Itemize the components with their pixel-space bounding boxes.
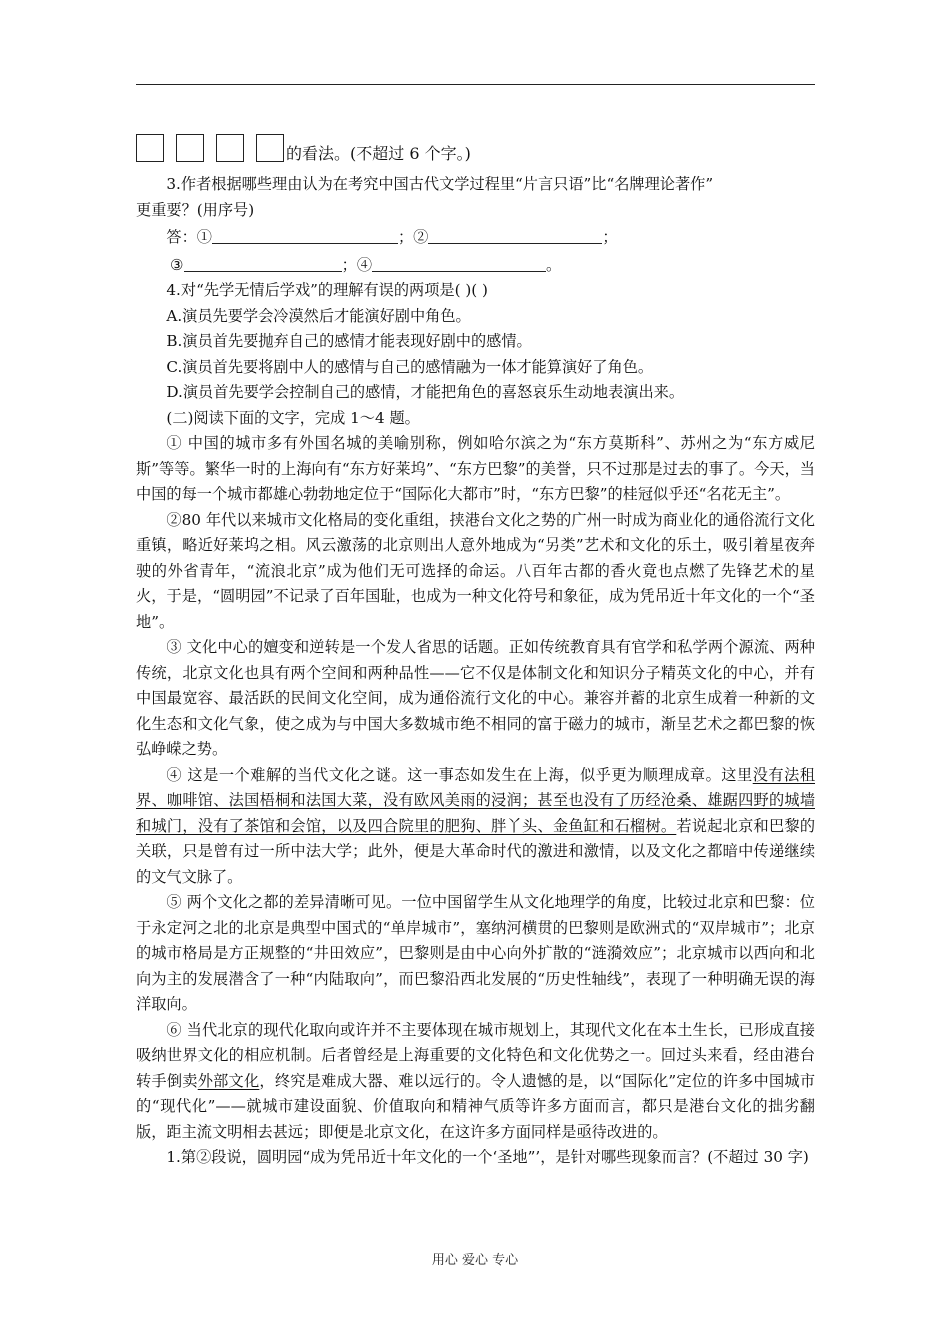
answer-boxes [136,128,471,162]
p4-underlined: 没有法租界、咖啡馆、法国梧桐和法国大菜，没有欧风美雨的浸润；甚至也没有了历经沧桑、雄踞四野的城墙和城门，没有了茶馆和会馆，以及四合院里的肥狗、胖丫头、金鱼缸和石榴树。 [136,765,816,835]
passage-paragraph-1: ① 中国的城市多有外国名城的美喻别称，例如哈尔滨之为“东方莫斯科”、苏州之为“东方威尼斯”等等。繁华一时的上海向有“东方好莱坞”、“东方巴黎”的美誉，只不过那是过去的事了。今天，当中国的每一个城市都雄心勃勃地定位于“国际化大都市”时，“东方巴黎”的桂冠似乎还“名花无主”。 [136,434,815,503]
answer-box-3[interactable] [216,134,244,162]
answer-box-1[interactable] [136,134,164,162]
q4-stem: 4.对“先学无情后学戏”的理解有误的两项是( )( ) [166,281,488,299]
passage-paragraph-4 [136,763,815,891]
passage-paragraph-2: ②80 年代以来城市文化格局的变化重组，挟港台文化之势的广州一时成为商业化的通俗流行文化重镇，略近好莱坞之相。风云激荡的北京则出人意外地成为“另类”艺术和文化的乐土，吸引着星夜奔驶的外省青年，“流浪北京”成为他们无可选择的命运。八百年古都的香火竟也点燃了先锋艺术的星火，于是，“圆明园”不记录了百年国耻，也成为一种文化符号和象征，成为凭吊近十年文化的一个“圣地”。 [136,510,815,631]
q3-blank-1[interactable] [212,225,398,244]
page-footer: 用心 爱心 专心 [431,1253,519,1268]
q3-answer-row2 [136,251,815,279]
passage-paragraph-6 [136,1018,815,1146]
q4-option-b: B.演员首先要抛弃自己的感情才能表现好剧中的感情。 [166,332,532,350]
document-body [136,172,815,1171]
q3-stem-line2: 更重要？(用序号) [136,200,255,219]
p6-text-a: ⑥ 当代北京的现代化取向或许并不主要体现在城市规划上，其现代文化在本土生长，已形成直接吸纳世界文化的相应机制。后者曾经是上海重要的文化特色和文化优势之一。回过头来看，经由港台转手倒卖 [136,1020,815,1090]
q3-sep-end: ； [602,228,618,246]
p6-underlined: 外部文化 [197,1071,260,1090]
q3-blank-2[interactable] [428,225,602,244]
q3-blank-3[interactable] [184,253,342,272]
question-1: 1.第②段说，圆明园“成为凭吊近十年文化的一个‘圣地”’，是针对哪些现象而言？(不超过 30 字) [166,1148,809,1166]
q3-blank-4[interactable] [372,253,546,272]
q3-sep-3: ；④ [341,255,372,274]
passage-paragraph-3: ③ 文化中心的嬗变和逆转是一个发人省思的话题。正如传统教育具有官学和私学两个源流、两种传统，北京文化也具有两个空间和两种品性——它不仅是体制文化和知识分子精英文化的中心，并有中国最宽容、最活跃的民间文化空间，成为通俗流行文化的中心。兼容并蓄的北京生成着一种新的文化生态和文化气象，使之成为与中国大多数城市绝不相同的富于磁力的城市，渐呈艺术之都巴黎的恢弘峥嵘之势。 [136,638,815,758]
q3-end: 。 [546,255,562,274]
q3-answer-row1 [136,223,815,251]
header-rule [136,84,815,85]
box-instruction: 的看法。(不超过 6 个字。) [286,144,471,163]
q4-option-d: D.演员首先要学会控制自己的感情，才能把角色的喜怒哀乐生动地表演出来。 [166,383,685,401]
p6-text-b: ，终究是难成大器、难以远行的。令人遗憾的是，以“国际化”定位的许多中国城市的“现代化”——就城市建设面貌、价值取向和精神气质等许多方面而言，都只是港台文化的拙劣翻版，距主流文明相去甚远；即便是北京文化，在这许多方面同样是亟待改进的。 [136,1071,816,1141]
answer-box-4[interactable] [256,134,284,162]
p4-text-b: 若说起北京和巴黎的关联，只是曾有过一所中法大学；此外，便是大革命时代的激进和激情，以及文化之都暗中传递继续的文气文脉了。 [136,816,815,886]
q3-mark-3: ③ [170,255,184,274]
section2-title: (二)阅读下面的文字，完成 1～4 题。 [166,408,420,427]
answer-box-2[interactable] [176,134,204,162]
p4-text-a: ④ 这是一个难解的当代文化之谜。这一事态如发生在上海，似乎更为顺理成章。这里 [166,765,753,784]
q3-stem-line1: 3.作者根据哪些理由认为在考究中国古代文学过程里“片言只语”比“名牌理论著作” [166,175,714,193]
q3-sep-1: ；② [397,228,429,246]
q3-answer-label: 答：① [166,228,212,246]
q4-option-a: A.演员先要学会冷漠然后才能演好剧中角色。 [166,306,471,325]
passage-paragraph-5: ⑤ 两个文化之都的差异清晰可见。一位中国留学生从文化地理学的角度，比较过北京和巴黎：位于永定河之北的北京是典型中国式的“单岸城市”，塞纳河横贯的巴黎则是欧洲式的“双岸城市”；北京的城市格局是方正规整的“井田效应”，巴黎则是由中心向外扩散的“涟漪效应”；北京城市以西向和北向为主的发展潜含了一种“内陆取向”，而巴黎沿西北发展的“历史性轴线”，表现了一种明确无误的海洋取向。 [136,893,815,1013]
q4-option-c: C.演员首先要将剧中人的感情与自己的感情融为一体才能算演好了角色。 [166,357,654,376]
